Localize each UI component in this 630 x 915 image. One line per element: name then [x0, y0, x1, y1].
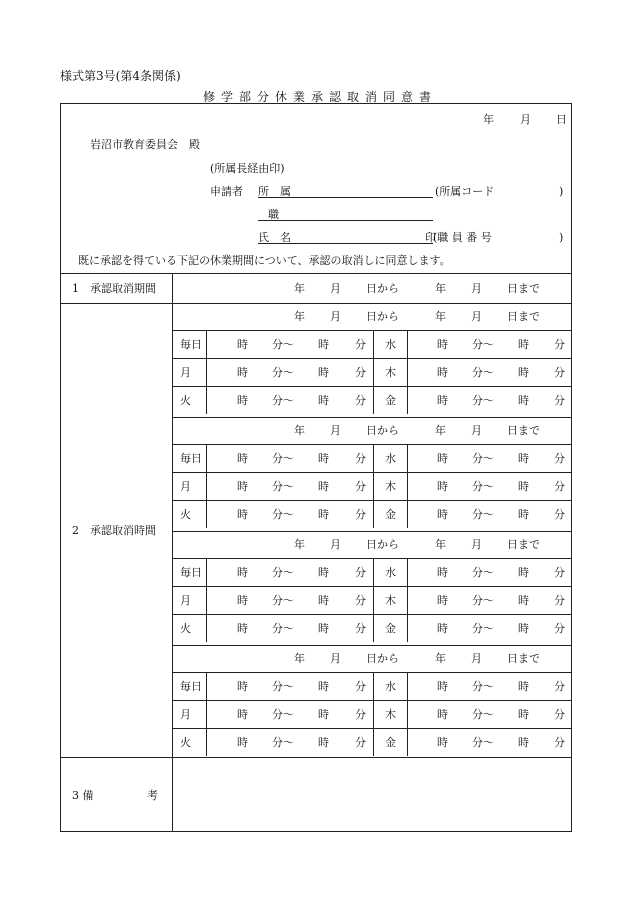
- form-title: 修学部分休業承認取消同意書: [202, 90, 437, 104]
- column-separator: [407, 386, 408, 414]
- time-hour-from: 時: [237, 338, 248, 351]
- column-separator: [373, 728, 374, 756]
- column-separator: [373, 672, 374, 700]
- time-hour-from: 時: [237, 566, 248, 579]
- time-minute-to: 分: [355, 736, 366, 749]
- row-separator: [60, 757, 571, 758]
- row-separator: [172, 500, 571, 501]
- range-year-to-group-2: 年: [435, 424, 446, 437]
- applicant-label: 申請者: [210, 185, 243, 198]
- column-separator: [407, 500, 408, 528]
- time-hour-to: 時: [318, 566, 329, 579]
- time-minute-to: 分: [355, 338, 366, 351]
- column-separator: [206, 386, 207, 414]
- day-label-right: 木: [385, 366, 396, 379]
- time-hour-from: 時: [237, 594, 248, 607]
- range-day-from-group-2: 日から: [366, 424, 399, 437]
- time-hour-to: 時: [318, 366, 329, 379]
- time-minute-to: 分: [355, 680, 366, 693]
- day-label-right: 水: [385, 566, 396, 579]
- row-separator: [172, 728, 571, 729]
- row-separator: [172, 386, 571, 387]
- day-label-left: 月: [180, 594, 191, 607]
- time-minute-from: 分〜: [472, 338, 494, 351]
- time-minute-to: 分: [554, 338, 565, 351]
- time-hour-from: 時: [237, 680, 248, 693]
- time-hour-from: 時: [237, 394, 248, 407]
- day-label-right: 金: [385, 622, 396, 635]
- time-minute-to: 分: [554, 736, 565, 749]
- range-month-to-group-3: 月: [471, 538, 482, 551]
- range-year-from: 年: [294, 282, 305, 295]
- time-hour-from: 時: [237, 736, 248, 749]
- time-hour-to: 時: [518, 480, 529, 493]
- time-hour-to: 時: [518, 452, 529, 465]
- range-year-from-group-2: 年: [294, 424, 305, 437]
- time-minute-to: 分: [355, 394, 366, 407]
- time-hour-from: 時: [437, 480, 448, 493]
- time-minute-to: 分: [554, 708, 565, 721]
- hours-label: 2 承認取消時間: [72, 524, 156, 537]
- column-separator: [407, 358, 408, 386]
- column-separator: [373, 386, 374, 414]
- time-hour-from: 時: [237, 622, 248, 635]
- column-separator: [407, 614, 408, 642]
- row-separator: [172, 672, 571, 673]
- range-month-from: 月: [330, 282, 341, 295]
- name-field[interactable]: [258, 243, 433, 244]
- range-year-from-group-4: 年: [294, 652, 305, 665]
- time-minute-from: 分〜: [272, 594, 294, 607]
- range-day-from-group-3: 日から: [366, 538, 399, 551]
- time-minute-from: 分〜: [472, 594, 494, 607]
- time-hour-to: 時: [518, 366, 529, 379]
- time-minute-to: 分: [355, 594, 366, 607]
- time-minute-from: 分〜: [472, 366, 494, 379]
- column-separator: [373, 614, 374, 642]
- column-separator: [206, 358, 207, 386]
- day-label-left: 火: [180, 508, 191, 521]
- row-separator: [172, 417, 571, 418]
- column-separator: [407, 700, 408, 728]
- time-minute-from: 分〜: [272, 736, 294, 749]
- column-separator: [206, 586, 207, 614]
- column-separator: [407, 558, 408, 586]
- name-label: 氏 名: [258, 231, 291, 244]
- time-hour-from: 時: [237, 452, 248, 465]
- range-day-from-group-1: 日から: [366, 310, 399, 323]
- position-label: 職: [268, 208, 279, 221]
- time-hour-from: 時: [237, 508, 248, 521]
- column-separator: [206, 330, 207, 358]
- time-hour-to: 時: [318, 736, 329, 749]
- time-hour-from: 時: [437, 680, 448, 693]
- time-hour-to: 時: [518, 708, 529, 721]
- time-minute-to: 分: [554, 452, 565, 465]
- time-minute-from: 分〜: [272, 680, 294, 693]
- time-hour-to: 時: [518, 680, 529, 693]
- range-year-to-group-3: 年: [435, 538, 446, 551]
- time-minute-from: 分〜: [272, 338, 294, 351]
- remarks-label-2: 考: [147, 789, 158, 802]
- time-hour-from: 時: [437, 736, 448, 749]
- column-separator: [407, 672, 408, 700]
- column-separator: [373, 558, 374, 586]
- consent-statement: 既に承認を得ている下記の休業期間について、承認の取消しに同意します。: [78, 254, 451, 267]
- time-hour-from: 時: [437, 566, 448, 579]
- time-hour-to: 時: [318, 480, 329, 493]
- day-label-right: 金: [385, 394, 396, 407]
- day-label-left: 毎日: [180, 452, 202, 465]
- time-minute-from: 分〜: [272, 508, 294, 521]
- column-separator: [373, 700, 374, 728]
- time-hour-to: 時: [318, 680, 329, 693]
- range-month-to: 月: [471, 282, 482, 295]
- time-minute-from: 分〜: [472, 622, 494, 635]
- time-hour-from: 時: [437, 508, 448, 521]
- range-month-from-group-4: 月: [330, 652, 341, 665]
- time-hour-from: 時: [437, 338, 448, 351]
- date-year: 年: [483, 113, 494, 126]
- column-separator: [206, 472, 207, 500]
- time-minute-from: 分〜: [472, 480, 494, 493]
- affiliation-label: 所 属: [258, 185, 291, 198]
- range-year-from-group-3: 年: [294, 538, 305, 551]
- staff-number-close: ): [559, 231, 564, 244]
- row-separator: [172, 586, 571, 587]
- time-hour-from: 時: [437, 366, 448, 379]
- time-hour-from: 時: [237, 366, 248, 379]
- time-minute-from: 分〜: [272, 366, 294, 379]
- time-hour-to: 時: [318, 708, 329, 721]
- time-minute-to: 分: [554, 594, 565, 607]
- time-minute-to: 分: [554, 480, 565, 493]
- time-minute-to: 分: [554, 566, 565, 579]
- day-label-right: 水: [385, 452, 396, 465]
- position-field[interactable]: [258, 220, 433, 221]
- range-month-to-group-1: 月: [471, 310, 482, 323]
- time-hour-to: 時: [518, 338, 529, 351]
- row-separator: [60, 303, 571, 304]
- time-minute-to: 分: [355, 622, 366, 635]
- range-day-to-group-4: 日まで: [507, 652, 540, 665]
- day-label-left: 月: [180, 708, 191, 721]
- time-minute-from: 分〜: [472, 736, 494, 749]
- time-hour-to: 時: [518, 566, 529, 579]
- affiliation-code-close: ): [559, 185, 564, 198]
- row-separator: [172, 472, 571, 473]
- time-minute-from: 分〜: [472, 394, 494, 407]
- via-seal-note: (所属長経由印): [210, 162, 285, 175]
- column-separator: [206, 700, 207, 728]
- time-minute-from: 分〜: [472, 680, 494, 693]
- addressee: 岩沼市教育委員会 殿: [90, 138, 200, 151]
- time-hour-to: 時: [518, 594, 529, 607]
- range-month-from-group-2: 月: [330, 424, 341, 437]
- range-month-to-group-2: 月: [471, 424, 482, 437]
- time-minute-from: 分〜: [472, 708, 494, 721]
- time-minute-from: 分〜: [272, 394, 294, 407]
- column-separator: [373, 586, 374, 614]
- row-separator: [172, 531, 571, 532]
- time-hour-from: 時: [237, 708, 248, 721]
- time-minute-to: 分: [554, 680, 565, 693]
- time-minute-to: 分: [355, 566, 366, 579]
- time-hour-to: 時: [318, 508, 329, 521]
- row-separator: [172, 330, 571, 331]
- form-number: 様式第3号(第4条関係): [60, 69, 181, 83]
- column-separator: [407, 728, 408, 756]
- day-label-left: 火: [180, 622, 191, 635]
- day-label-right: 金: [385, 508, 396, 521]
- time-minute-to: 分: [554, 508, 565, 521]
- time-hour-to: 時: [318, 622, 329, 635]
- time-minute-from: 分〜: [272, 452, 294, 465]
- time-minute-from: 分〜: [272, 480, 294, 493]
- time-hour-to: 時: [518, 508, 529, 521]
- time-hour-to: 時: [318, 594, 329, 607]
- time-hour-to: 時: [318, 394, 329, 407]
- day-label-right: 金: [385, 736, 396, 749]
- column-separator: [206, 672, 207, 700]
- staff-number-label: (職 員 番 号: [433, 231, 492, 244]
- range-day-to-group-2: 日まで: [507, 424, 540, 437]
- column-separator: [206, 500, 207, 528]
- time-minute-to: 分: [355, 366, 366, 379]
- day-label-right: 水: [385, 680, 396, 693]
- range-day-to-group-1: 日まで: [507, 310, 540, 323]
- day-label-right: 木: [385, 708, 396, 721]
- column-separator: [373, 472, 374, 500]
- day-label-left: 火: [180, 394, 191, 407]
- row-separator: [172, 700, 571, 701]
- time-hour-from: 時: [437, 622, 448, 635]
- time-hour-from: 時: [437, 452, 448, 465]
- time-minute-to: 分: [355, 480, 366, 493]
- column-separator: [373, 358, 374, 386]
- time-minute-to: 分: [355, 708, 366, 721]
- column-separator: [373, 330, 374, 358]
- range-year-to: 年: [435, 282, 446, 295]
- affiliation-code-label: (所属コード: [435, 185, 495, 198]
- day-label-left: 火: [180, 736, 191, 749]
- day-label-right: 木: [385, 594, 396, 607]
- day-label-right: 水: [385, 338, 396, 351]
- date-month: 月: [520, 113, 531, 126]
- time-hour-from: 時: [437, 394, 448, 407]
- range-year-to-group-4: 年: [435, 652, 446, 665]
- time-hour-from: 時: [237, 480, 248, 493]
- time-minute-from: 分〜: [472, 452, 494, 465]
- time-minute-to: 分: [355, 452, 366, 465]
- time-minute-to: 分: [554, 366, 565, 379]
- column-separator: [407, 330, 408, 358]
- range-day-from-group-4: 日から: [366, 652, 399, 665]
- time-minute-to: 分: [554, 394, 565, 407]
- column-separator: [407, 586, 408, 614]
- range-month-from-group-1: 月: [330, 310, 341, 323]
- range-day-from: 日から: [366, 282, 399, 295]
- row-separator: [172, 358, 571, 359]
- column-separator: [373, 444, 374, 472]
- column-separator: [206, 558, 207, 586]
- time-minute-from: 分〜: [272, 566, 294, 579]
- period-label: 1 承認取消期間: [72, 282, 156, 295]
- time-minute-from: 分〜: [272, 708, 294, 721]
- time-minute-from: 分〜: [272, 622, 294, 635]
- day-label-right: 木: [385, 480, 396, 493]
- time-minute-from: 分〜: [472, 508, 494, 521]
- day-label-left: 毎日: [180, 680, 202, 693]
- column-separator: [172, 273, 173, 831]
- time-hour-to: 時: [518, 622, 529, 635]
- row-separator: [172, 444, 571, 445]
- row-separator: [172, 558, 571, 559]
- range-month-to-group-4: 月: [471, 652, 482, 665]
- column-separator: [206, 614, 207, 642]
- remarks-label: 3 備: [72, 789, 94, 802]
- column-separator: [407, 444, 408, 472]
- date-day: 日: [556, 113, 567, 126]
- column-separator: [206, 728, 207, 756]
- range-month-from-group-3: 月: [330, 538, 341, 551]
- day-label-left: 毎日: [180, 338, 202, 351]
- row-separator: [172, 645, 571, 646]
- time-hour-from: 時: [437, 594, 448, 607]
- column-separator: [373, 500, 374, 528]
- time-hour-from: 時: [437, 708, 448, 721]
- seal-label: 印: [425, 231, 436, 244]
- time-hour-to: 時: [318, 338, 329, 351]
- day-label-left: 月: [180, 480, 191, 493]
- day-label-left: 月: [180, 366, 191, 379]
- affiliation-field[interactable]: [258, 197, 433, 198]
- day-label-left: 毎日: [180, 566, 202, 579]
- column-separator: [407, 472, 408, 500]
- time-hour-to: 時: [318, 452, 329, 465]
- time-minute-to: 分: [355, 508, 366, 521]
- time-hour-to: 時: [518, 736, 529, 749]
- time-hour-to: 時: [518, 394, 529, 407]
- row-separator: [60, 273, 571, 274]
- column-separator: [206, 444, 207, 472]
- range-day-to: 日まで: [507, 282, 540, 295]
- time-minute-to: 分: [554, 622, 565, 635]
- time-minute-from: 分〜: [472, 566, 494, 579]
- row-separator: [172, 614, 571, 615]
- range-day-to-group-3: 日まで: [507, 538, 540, 551]
- range-year-from-group-1: 年: [294, 310, 305, 323]
- range-year-to-group-1: 年: [435, 310, 446, 323]
